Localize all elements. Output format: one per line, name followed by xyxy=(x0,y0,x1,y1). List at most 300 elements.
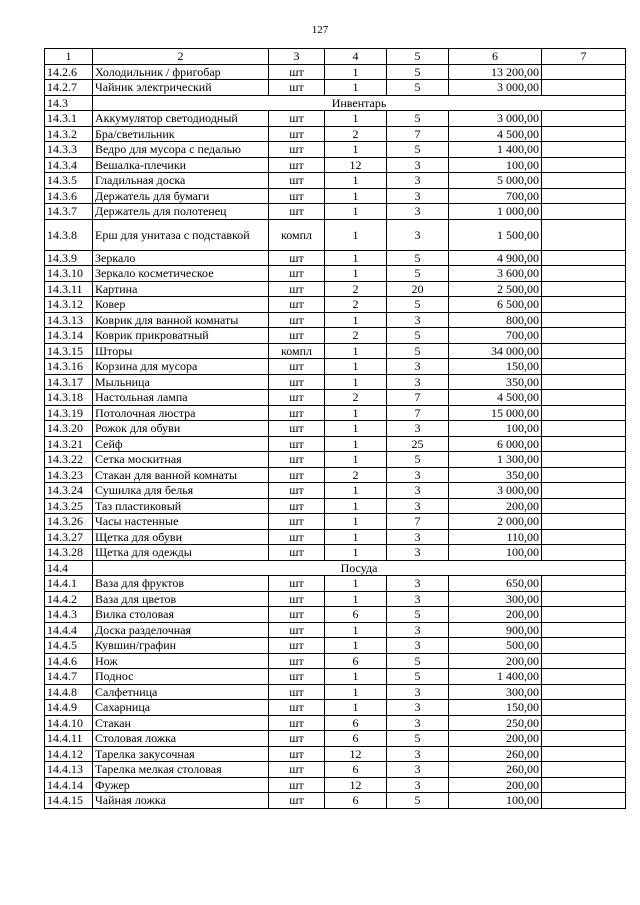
item-price: 200,00 xyxy=(449,498,542,514)
table-row xyxy=(45,297,626,313)
item-number: 14.4.6 xyxy=(45,653,93,669)
item-service-years: 3 xyxy=(387,421,449,437)
item-note xyxy=(542,281,626,297)
item-service-years: 5 xyxy=(387,653,449,669)
item-service-years: 20 xyxy=(387,281,449,297)
item-price: 1 500,00 xyxy=(449,219,542,250)
item-number: 14.3.24 xyxy=(45,483,93,499)
item-number: 14.4.7 xyxy=(45,669,93,685)
table-row xyxy=(45,421,626,437)
item-note xyxy=(542,731,626,747)
item-price: 200,00 xyxy=(449,653,542,669)
item-quantity: 2 xyxy=(325,281,387,297)
item-service-years: 7 xyxy=(387,390,449,406)
item-name: Доска разделочная xyxy=(93,622,269,638)
item-quantity: 1 xyxy=(325,576,387,592)
table-row xyxy=(45,529,626,545)
item-name: Вешалка-плечики xyxy=(93,157,269,173)
item-number: 14.3.26 xyxy=(45,514,93,530)
item-name: Коврик для ванной комнаты xyxy=(93,312,269,328)
item-price: 1 300,00 xyxy=(449,452,542,468)
item-quantity: 1 xyxy=(325,591,387,607)
item-price: 1 000,00 xyxy=(449,204,542,220)
item-unit: шт xyxy=(269,498,325,514)
section-number: 14.4 xyxy=(45,560,93,576)
item-quantity: 1 xyxy=(325,64,387,80)
item-number: 14.3.23 xyxy=(45,467,93,483)
item-number: 14.3.28 xyxy=(45,545,93,561)
item-unit: шт xyxy=(269,250,325,266)
item-name: Коврик прикроватный xyxy=(93,328,269,344)
item-unit: шт xyxy=(269,328,325,344)
item-quantity: 1 xyxy=(325,219,387,250)
item-service-years: 3 xyxy=(387,467,449,483)
item-service-years: 5 xyxy=(387,266,449,282)
item-note xyxy=(542,250,626,266)
item-price: 500,00 xyxy=(449,638,542,654)
item-quantity: 6 xyxy=(325,653,387,669)
table-row xyxy=(45,731,626,747)
item-name: Картина xyxy=(93,281,269,297)
item-number: 14.4.2 xyxy=(45,591,93,607)
item-unit: шт xyxy=(269,514,325,530)
item-number: 14.3.3 xyxy=(45,142,93,158)
item-unit: компл xyxy=(269,219,325,250)
table-row xyxy=(45,157,626,173)
item-unit: шт xyxy=(269,467,325,483)
item-price: 150,00 xyxy=(449,359,542,375)
item-name: Настольная лампа xyxy=(93,390,269,406)
item-name: Чайная ложка xyxy=(93,793,269,809)
item-quantity: 6 xyxy=(325,607,387,623)
item-note xyxy=(542,607,626,623)
item-number: 14.2.7 xyxy=(45,80,93,96)
item-note xyxy=(542,529,626,545)
item-name: Зеркало косметическое xyxy=(93,266,269,282)
item-note xyxy=(542,715,626,731)
table-row xyxy=(45,777,626,793)
item-note xyxy=(542,328,626,344)
item-service-years: 3 xyxy=(387,312,449,328)
item-number: 14.3.8 xyxy=(45,219,93,250)
item-quantity: 1 xyxy=(325,529,387,545)
item-quantity: 1 xyxy=(325,405,387,421)
item-service-years: 3 xyxy=(387,777,449,793)
item-price: 260,00 xyxy=(449,762,542,778)
item-price: 3 600,00 xyxy=(449,266,542,282)
item-note xyxy=(542,219,626,250)
item-unit: шт xyxy=(269,64,325,80)
column-header: 4 xyxy=(325,49,387,65)
item-quantity: 6 xyxy=(325,731,387,747)
item-unit: шт xyxy=(269,188,325,204)
table-row xyxy=(45,545,626,561)
table-row xyxy=(45,591,626,607)
item-note xyxy=(542,173,626,189)
item-unit: шт xyxy=(269,762,325,778)
table-row xyxy=(45,64,626,80)
item-price: 2 000,00 xyxy=(449,514,542,530)
item-number: 14.4.13 xyxy=(45,762,93,778)
item-price: 6 500,00 xyxy=(449,297,542,313)
item-service-years: 7 xyxy=(387,405,449,421)
item-service-years: 5 xyxy=(387,731,449,747)
item-unit: компл xyxy=(269,343,325,359)
item-price: 700,00 xyxy=(449,328,542,344)
column-header: 3 xyxy=(269,49,325,65)
item-number: 14.3.18 xyxy=(45,390,93,406)
item-note xyxy=(542,653,626,669)
item-unit: шт xyxy=(269,529,325,545)
item-unit: шт xyxy=(269,669,325,685)
item-name: Сушилка для белья xyxy=(93,483,269,499)
item-number: 14.3.7 xyxy=(45,204,93,220)
table-row xyxy=(45,576,626,592)
table-row xyxy=(45,250,626,266)
item-number: 14.4.11 xyxy=(45,731,93,747)
item-number: 14.3.27 xyxy=(45,529,93,545)
item-price: 3 000,00 xyxy=(449,483,542,499)
item-service-years: 5 xyxy=(387,142,449,158)
item-unit: шт xyxy=(269,684,325,700)
item-quantity: 2 xyxy=(325,467,387,483)
item-name: Ваза для цветов xyxy=(93,591,269,607)
column-header: 2 xyxy=(93,49,269,65)
item-service-years: 3 xyxy=(387,591,449,607)
table-row xyxy=(45,328,626,344)
item-unit: шт xyxy=(269,374,325,390)
item-service-years: 3 xyxy=(387,498,449,514)
item-name: Сетка москитная xyxy=(93,452,269,468)
item-name: Кувшин/графин xyxy=(93,638,269,654)
table-row xyxy=(45,622,626,638)
item-unit: шт xyxy=(269,266,325,282)
item-service-years: 3 xyxy=(387,529,449,545)
item-number: 14.4.10 xyxy=(45,715,93,731)
item-note xyxy=(542,142,626,158)
item-quantity: 1 xyxy=(325,669,387,685)
item-price: 110,00 xyxy=(449,529,542,545)
item-service-years: 5 xyxy=(387,452,449,468)
table-row xyxy=(45,266,626,282)
header-row xyxy=(45,49,626,65)
item-service-years: 3 xyxy=(387,219,449,250)
item-note xyxy=(542,777,626,793)
item-service-years: 5 xyxy=(387,328,449,344)
item-note xyxy=(542,545,626,561)
item-quantity: 1 xyxy=(325,436,387,452)
item-note xyxy=(542,111,626,127)
item-quantity: 1 xyxy=(325,343,387,359)
item-name: Ерш для унитаза с подставкой xyxy=(93,219,269,250)
item-number: 14.3.10 xyxy=(45,266,93,282)
item-number: 14.4.14 xyxy=(45,777,93,793)
item-note xyxy=(542,436,626,452)
item-unit: шт xyxy=(269,653,325,669)
item-service-years: 5 xyxy=(387,64,449,80)
item-price: 100,00 xyxy=(449,545,542,561)
item-price: 200,00 xyxy=(449,777,542,793)
item-name: Держатель для полотенец xyxy=(93,204,269,220)
item-quantity: 1 xyxy=(325,498,387,514)
item-note xyxy=(542,638,626,654)
table-body xyxy=(45,64,626,808)
item-service-years: 5 xyxy=(387,111,449,127)
item-name: Таз пластиковый xyxy=(93,498,269,514)
item-name: Поднос xyxy=(93,669,269,685)
item-name: Зеркало xyxy=(93,250,269,266)
item-quantity: 1 xyxy=(325,452,387,468)
item-unit: шт xyxy=(269,622,325,638)
item-service-years: 3 xyxy=(387,157,449,173)
table-row xyxy=(45,219,626,250)
item-service-years: 3 xyxy=(387,576,449,592)
table-row xyxy=(45,188,626,204)
item-number: 14.3.16 xyxy=(45,359,93,375)
item-quantity: 1 xyxy=(325,700,387,716)
item-note xyxy=(542,359,626,375)
item-number: 14.3.22 xyxy=(45,452,93,468)
item-note xyxy=(542,188,626,204)
item-unit: шт xyxy=(269,142,325,158)
item-quantity: 1 xyxy=(325,250,387,266)
item-service-years: 25 xyxy=(387,436,449,452)
inventory-table xyxy=(44,48,626,809)
item-quantity: 12 xyxy=(325,157,387,173)
item-quantity: 1 xyxy=(325,80,387,96)
item-note xyxy=(542,297,626,313)
item-note xyxy=(542,700,626,716)
item-quantity: 2 xyxy=(325,328,387,344)
item-quantity: 6 xyxy=(325,762,387,778)
item-unit: шт xyxy=(269,80,325,96)
item-price: 100,00 xyxy=(449,793,542,809)
item-quantity: 1 xyxy=(325,638,387,654)
item-number: 14.4.12 xyxy=(45,746,93,762)
item-number: 14.3.9 xyxy=(45,250,93,266)
item-service-years: 3 xyxy=(387,762,449,778)
item-name: Нож xyxy=(93,653,269,669)
item-quantity: 1 xyxy=(325,111,387,127)
item-service-years: 5 xyxy=(387,607,449,623)
item-service-years: 3 xyxy=(387,715,449,731)
item-price: 200,00 xyxy=(449,607,542,623)
item-quantity: 1 xyxy=(325,266,387,282)
item-price: 13 200,00 xyxy=(449,64,542,80)
item-name: Бра/светильник xyxy=(93,126,269,142)
table-row xyxy=(45,126,626,142)
item-service-years: 3 xyxy=(387,188,449,204)
item-quantity: 1 xyxy=(325,173,387,189)
item-note xyxy=(542,157,626,173)
item-unit: шт xyxy=(269,390,325,406)
item-number: 14.4.5 xyxy=(45,638,93,654)
item-service-years: 5 xyxy=(387,669,449,685)
item-number: 14.4.4 xyxy=(45,622,93,638)
item-unit: шт xyxy=(269,483,325,499)
item-name: Рожок для обуви xyxy=(93,421,269,437)
table-row xyxy=(45,467,626,483)
item-unit: шт xyxy=(269,111,325,127)
item-quantity: 6 xyxy=(325,715,387,731)
item-number: 14.3.4 xyxy=(45,157,93,173)
table-row xyxy=(45,514,626,530)
item-note xyxy=(542,622,626,638)
item-note xyxy=(542,746,626,762)
table-row xyxy=(45,483,626,499)
item-name: Сахарница xyxy=(93,700,269,716)
section-number: 14.3 xyxy=(45,95,93,111)
item-unit: шт xyxy=(269,359,325,375)
item-unit: шт xyxy=(269,715,325,731)
item-name: Щетка для обуви xyxy=(93,529,269,545)
item-note xyxy=(542,421,626,437)
item-note xyxy=(542,591,626,607)
item-service-years: 3 xyxy=(387,173,449,189)
item-quantity: 1 xyxy=(325,622,387,638)
item-quantity: 1 xyxy=(325,359,387,375)
item-quantity: 6 xyxy=(325,793,387,809)
item-name: Тарелка мелкая столовая xyxy=(93,762,269,778)
item-price: 3 000,00 xyxy=(449,80,542,96)
page-number: 127 xyxy=(311,24,329,36)
item-unit: шт xyxy=(269,297,325,313)
item-name: Ведро для мусора с педалью xyxy=(93,142,269,158)
item-service-years: 3 xyxy=(387,684,449,700)
item-name: Ваза для фруктов xyxy=(93,576,269,592)
item-name: Аккумулятор светодиодный xyxy=(93,111,269,127)
section-title: Инвентарь xyxy=(93,95,626,111)
table-row xyxy=(45,498,626,514)
table-row xyxy=(45,80,626,96)
item-price: 1 400,00 xyxy=(449,142,542,158)
item-note xyxy=(542,405,626,421)
item-price: 150,00 xyxy=(449,700,542,716)
item-unit: шт xyxy=(269,452,325,468)
item-service-years: 3 xyxy=(387,638,449,654)
item-number: 14.3.14 xyxy=(45,328,93,344)
item-unit: шт xyxy=(269,700,325,716)
item-number: 14.4.15 xyxy=(45,793,93,809)
table-row xyxy=(45,142,626,158)
item-name: Стакан для ванной комнаты xyxy=(93,467,269,483)
item-price: 350,00 xyxy=(449,467,542,483)
item-service-years: 3 xyxy=(387,746,449,762)
item-quantity: 2 xyxy=(325,390,387,406)
item-name: Стакан xyxy=(93,715,269,731)
item-note xyxy=(542,684,626,700)
item-note xyxy=(542,343,626,359)
item-quantity: 1 xyxy=(325,684,387,700)
table-row xyxy=(45,452,626,468)
table-row xyxy=(45,405,626,421)
item-unit: шт xyxy=(269,746,325,762)
item-service-years: 5 xyxy=(387,343,449,359)
item-note xyxy=(542,483,626,499)
item-price: 5 000,00 xyxy=(449,173,542,189)
item-name: Вилка столовая xyxy=(93,607,269,623)
item-service-years: 3 xyxy=(387,700,449,716)
item-note xyxy=(542,762,626,778)
table-row xyxy=(45,653,626,669)
table-row xyxy=(45,700,626,716)
item-note xyxy=(542,80,626,96)
table-row xyxy=(45,359,626,375)
section-row xyxy=(45,95,626,111)
table-row xyxy=(45,312,626,328)
item-note xyxy=(542,374,626,390)
item-service-years: 3 xyxy=(387,204,449,220)
table-row xyxy=(45,111,626,127)
table-row xyxy=(45,173,626,189)
table-row xyxy=(45,715,626,731)
item-service-years: 3 xyxy=(387,545,449,561)
table-row xyxy=(45,436,626,452)
item-name: Шторы xyxy=(93,343,269,359)
item-name: Холодильник / фригобар xyxy=(93,64,269,80)
item-number: 14.3.17 xyxy=(45,374,93,390)
item-note xyxy=(542,669,626,685)
item-number: 14.3.12 xyxy=(45,297,93,313)
item-name: Сейф xyxy=(93,436,269,452)
item-name: Ковер xyxy=(93,297,269,313)
item-unit: шт xyxy=(269,436,325,452)
section-title: Посуда xyxy=(93,560,626,576)
item-service-years: 5 xyxy=(387,250,449,266)
item-unit: шт xyxy=(269,157,325,173)
item-name: Часы настенные xyxy=(93,514,269,530)
item-service-years: 5 xyxy=(387,793,449,809)
item-number: 14.4.1 xyxy=(45,576,93,592)
item-price: 350,00 xyxy=(449,374,542,390)
item-number: 14.3.11 xyxy=(45,281,93,297)
item-service-years: 5 xyxy=(387,80,449,96)
item-number: 14.3.25 xyxy=(45,498,93,514)
item-number: 14.3.15 xyxy=(45,343,93,359)
item-unit: шт xyxy=(269,421,325,437)
item-price: 800,00 xyxy=(449,312,542,328)
item-price: 260,00 xyxy=(449,746,542,762)
item-note xyxy=(542,204,626,220)
item-name: Мыльница xyxy=(93,374,269,390)
item-name: Чайник электрический xyxy=(93,80,269,96)
item-price: 4 500,00 xyxy=(449,126,542,142)
table-row xyxy=(45,204,626,220)
item-price: 650,00 xyxy=(449,576,542,592)
item-note xyxy=(542,467,626,483)
item-unit: шт xyxy=(269,204,325,220)
item-price: 700,00 xyxy=(449,188,542,204)
item-quantity: 2 xyxy=(325,297,387,313)
item-name: Держатель для бумаги xyxy=(93,188,269,204)
item-unit: шт xyxy=(269,591,325,607)
item-price: 1 400,00 xyxy=(449,669,542,685)
item-quantity: 1 xyxy=(325,188,387,204)
item-price: 34 000,00 xyxy=(449,343,542,359)
table-row xyxy=(45,762,626,778)
item-price: 300,00 xyxy=(449,684,542,700)
item-price: 250,00 xyxy=(449,715,542,731)
item-unit: шт xyxy=(269,405,325,421)
item-note xyxy=(542,498,626,514)
item-unit: шт xyxy=(269,731,325,747)
item-unit: шт xyxy=(269,312,325,328)
item-number: 14.3.2 xyxy=(45,126,93,142)
item-price: 6 000,00 xyxy=(449,436,542,452)
item-name: Щетка для одежды xyxy=(93,545,269,561)
item-number: 14.4.8 xyxy=(45,684,93,700)
item-note xyxy=(542,312,626,328)
